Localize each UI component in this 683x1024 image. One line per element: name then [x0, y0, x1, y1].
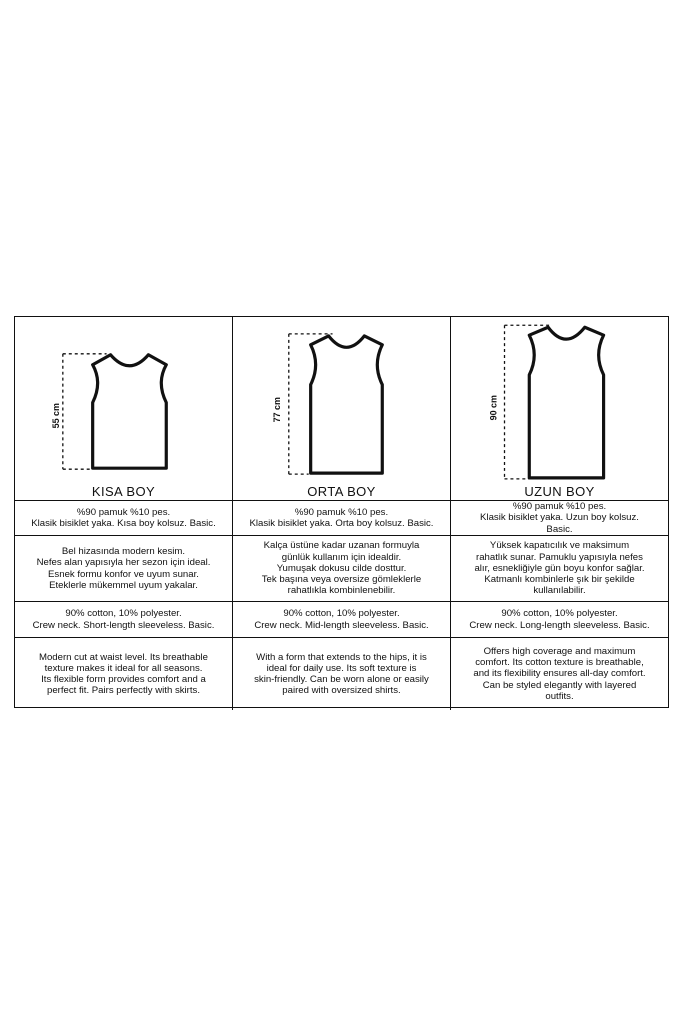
long-measurement-label: 90 cm — [488, 395, 499, 421]
short-size-title: KISA BOY — [91, 483, 156, 499]
mid-size-title: ORTA BOY — [307, 483, 376, 499]
long-tr-material: %90 pamuk %10 pes. Klasik bisiklet yaka. Uzun boy kolsuz. Basic. — [451, 501, 668, 536]
mid-tank-top-icon — [233, 317, 450, 500]
size-comparison-table — [14, 316, 669, 708]
long-en-material: 90% cotton, 10% polyester. Crew neck. Long-length sleeveless. Basic. — [451, 602, 668, 638]
mid-tr-description: Kalça üstüne kadar uzanan formuyla günlük kullanım için idealdir. Yumuşak dokusu cilde dosttur. Tek başına veya oversize gömleklerle rahatlıkla kombinlenebilir. — [233, 536, 451, 602]
mid-en-material: 90% cotton, 10% polyester. Crew neck. Mid-length sleeveless. Basic. — [233, 602, 451, 638]
mid-measurement-label: 77 cm — [271, 397, 282, 423]
short-en-description: Modern cut at waist level. Its breathable texture makes it ideal for all seasons. Its flexible form provides comfort and a perfect fit. Pairs perfectly with skirts. — [15, 638, 233, 710]
long-tank-image-cell — [451, 317, 668, 501]
short-en-material: 90% cotton, 10% polyester. Crew neck. Short-length sleeveless. Basic. — [15, 602, 233, 638]
short-tank-top-icon — [15, 317, 232, 500]
mid-tank-image-cell — [233, 317, 451, 501]
short-measurement-label: 55 cm — [50, 403, 61, 429]
long-size-title: UZUN BOY — [524, 483, 595, 499]
long-tr-description: Yüksek kapatıcılık ve maksimum rahatlık sunar. Pamuklu yapısıyla nefes alır, esnekliğiyle gün boyu konfor sağlar. Katmanlı kombinlerle şık bir şekilde kullanılabilir. — [451, 536, 668, 602]
long-tank-top-icon — [451, 317, 668, 500]
short-tr-description: Bel hizasında modern kesim. Nefes alan yapısıyla her sezon için ideal. Esnek formu konfor ve uyum sunar. Eteklerle mükemmel uyum yakalar. — [15, 536, 233, 602]
short-tank-image-cell — [15, 317, 233, 501]
short-tr-material: %90 pamuk %10 pes. Klasik bisiklet yaka. Kısa boy kolsuz. Basic. — [15, 501, 233, 536]
mid-en-description: With a form that extends to the hips, it is ideal for daily use. Its soft texture is skin-friendly. Can be worn alone or easily paired with oversized shirts. — [233, 638, 451, 710]
long-en-description: Offers high coverage and maximum comfort. Its cotton texture is breathable, and its flexibility ensures all-day comfort. Can be styled elegantly with layered outfits. — [473, 645, 646, 702]
mid-tr-material: %90 pamuk %10 pes. Klasik bisiklet yaka. Orta boy kolsuz. Basic. — [233, 501, 451, 536]
